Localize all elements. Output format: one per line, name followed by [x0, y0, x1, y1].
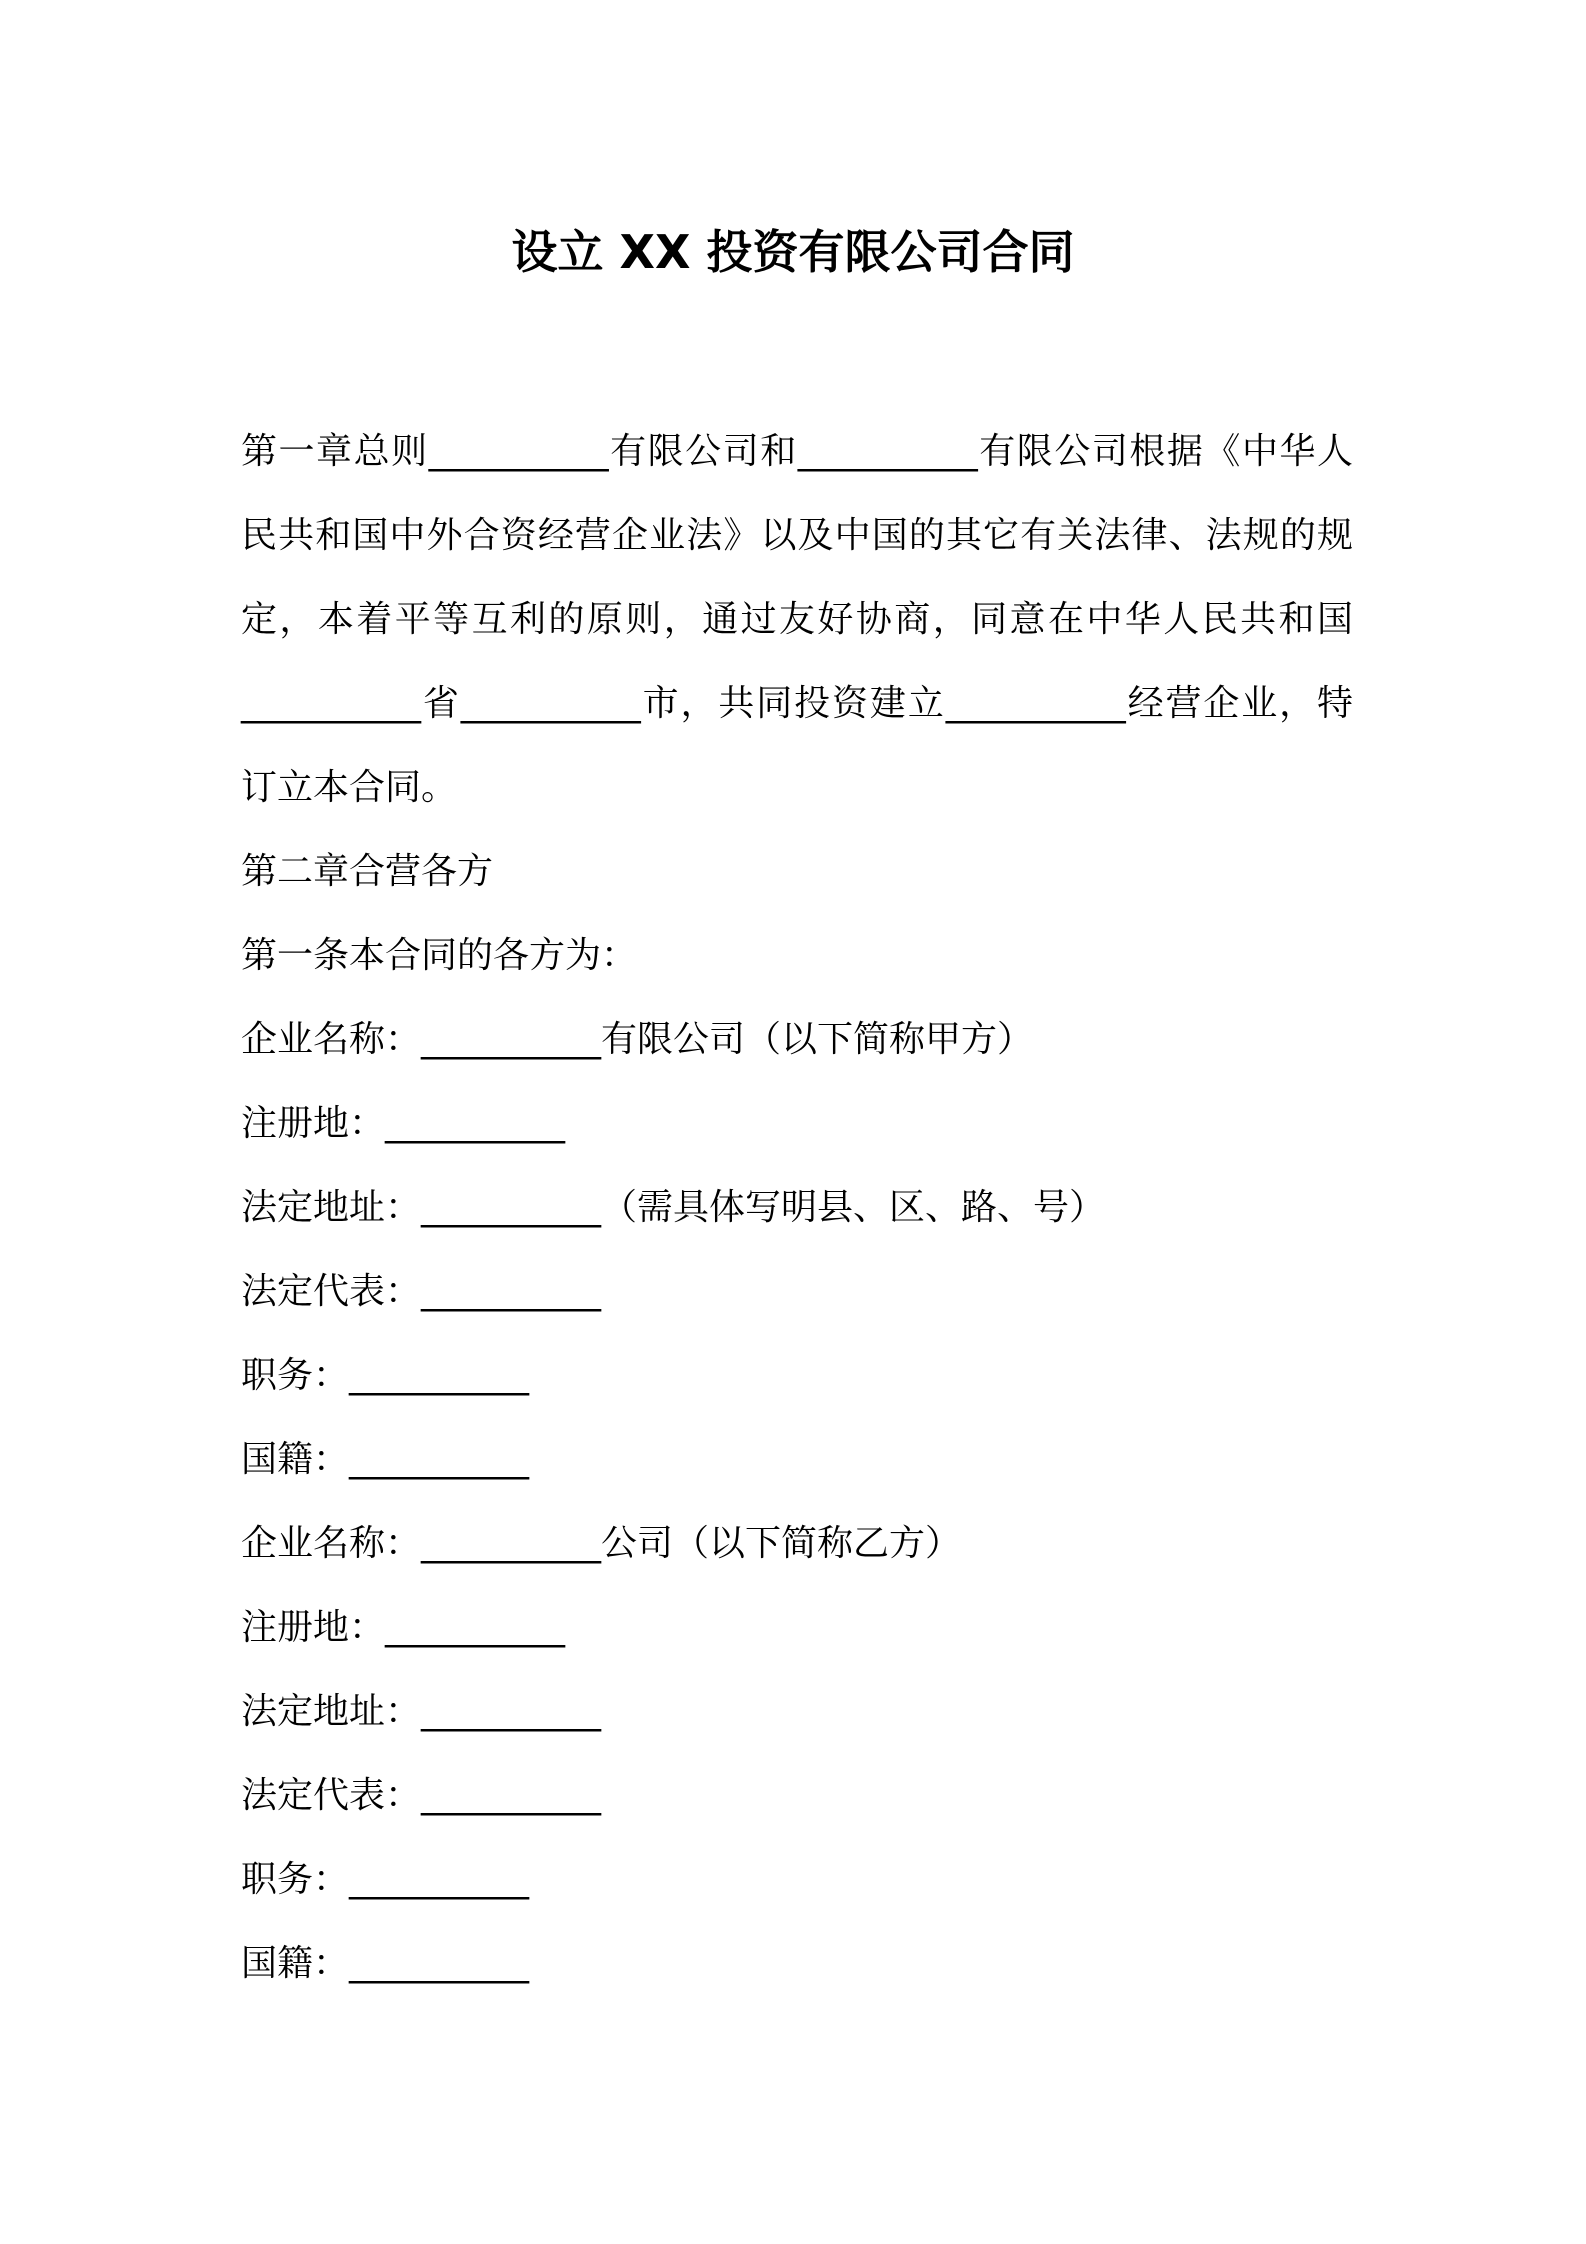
party-b-name: 企业名称：__________公司（以下简称乙方） [241, 1523, 962, 1564]
party-b-position: 职务：__________ [241, 1859, 530, 1900]
document-title: 设立 XX 投资有限公司合同 [511, 225, 1075, 279]
party-b-legal-address: 法定地址：__________ [241, 1691, 602, 1732]
article1-heading: 第一条本合同的各方为： [241, 935, 638, 976]
party-a-position: 职务：__________ [241, 1355, 530, 1396]
party-b-section [241, 1502, 1353, 2006]
party-b-nationality: 国籍：__________ [241, 1943, 530, 1984]
party-a-section [241, 998, 1353, 1502]
document-body [241, 410, 1353, 2006]
party-b-registered-place: 注册地：__________ [241, 1607, 566, 1648]
chapter2-heading: 第二章合营各方 [241, 851, 494, 892]
party-a-name: 企业名称：__________有限公司（以下简称甲方） [241, 1019, 1034, 1060]
party-a-legal-representative: 法定代表：__________ [241, 1271, 602, 1312]
chapter1-paragraph: 第一章总则__________有限公司和__________有限公司根据《中华人民共和国中外合资经营企业法》以及中国的其它有关法律、法规的规定，本着平等互利的原则，通过友好协商，同意在中华人民共和国__________省__________市，共同投资建立__________经营企业，特订立本合同。 [241, 431, 1353, 808]
party-b-legal-representative: 法定代表：__________ [241, 1775, 602, 1816]
party-a-registered-place: 注册地：__________ [241, 1103, 566, 1144]
party-a-nationality: 国籍：__________ [241, 1439, 530, 1480]
party-a-legal-address: 法定地址：__________（需具体写明县、区、路、号） [241, 1187, 1106, 1228]
